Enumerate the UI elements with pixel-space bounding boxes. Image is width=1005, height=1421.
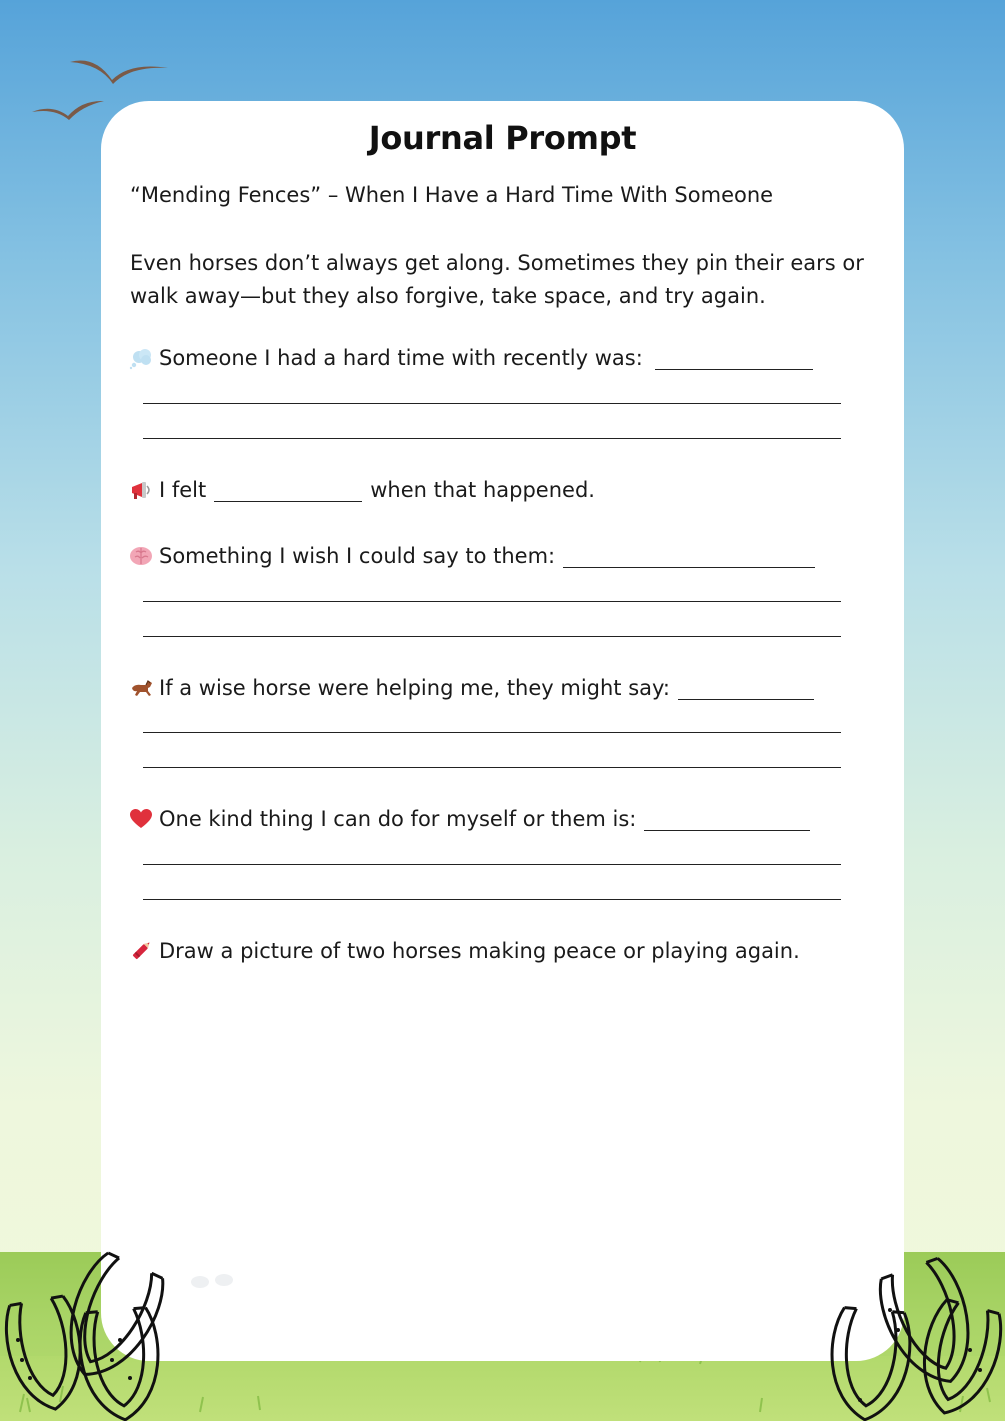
crayon-icon — [129, 939, 155, 963]
answer-line[interactable] — [143, 636, 841, 637]
megaphone-icon — [129, 478, 155, 502]
horseshoe-icon — [1, 1295, 91, 1416]
intro-paragraph: Even horses don’t always get along. Sometimes they pin their ears or walk away—but they also forgive, take space, and try again. — [130, 251, 864, 308]
page-title: Journal Prompt — [368, 119, 637, 157]
prompt-text: Draw a picture of two horses making peace or playing again. — [159, 939, 800, 963]
answer-line[interactable] — [143, 438, 841, 439]
prompt-text: One kind thing I can do for myself or them is: — [159, 807, 637, 831]
prompt-i-felt — [129, 478, 595, 502]
heart-icon — [129, 807, 155, 831]
answer-blank[interactable] — [678, 677, 814, 700]
horseshoe-icon — [826, 1307, 913, 1421]
worksheet-card — [101, 101, 904, 1361]
page-subtitle: “Mending Fences” – When I Have a Hard Time With Someone — [130, 183, 774, 207]
answer-blank[interactable] — [644, 808, 810, 831]
prompt-text-before: I felt — [159, 478, 207, 502]
answer-line[interactable] — [143, 601, 841, 602]
horse-icon — [129, 676, 155, 700]
prompt-wise-horse — [129, 676, 814, 700]
prompt-text: Someone I had a hard time with recently was: — [159, 346, 643, 370]
prompt-text: Something I wish I could say to them: — [159, 544, 556, 568]
bird-icon — [32, 101, 104, 120]
prompt-kind-thing — [129, 807, 810, 831]
answer-blank[interactable] — [563, 545, 815, 568]
brain-icon — [129, 544, 155, 568]
answer-line[interactable] — [143, 403, 841, 404]
bird-icon — [70, 60, 168, 84]
thought-bubble-icon — [129, 346, 155, 370]
prompt-draw — [129, 939, 800, 963]
answer-blank[interactable] — [655, 347, 813, 370]
horseshoe-icon — [910, 1297, 1005, 1421]
horseshoes-left — [0, 1250, 200, 1421]
answer-line[interactable] — [143, 899, 841, 900]
feeling-blank[interactable] — [214, 479, 362, 502]
answer-line[interactable] — [143, 864, 841, 865]
prompt-hard-time — [129, 346, 813, 370]
answer-line[interactable] — [143, 767, 841, 768]
answer-line[interactable] — [143, 732, 841, 733]
horseshoes-right — [820, 1250, 1005, 1421]
prompt-text: If a wise horse were helping me, they might say: — [159, 676, 671, 700]
prompt-wish-say — [129, 544, 815, 568]
prompt-text-after: when that happened. — [370, 478, 595, 502]
